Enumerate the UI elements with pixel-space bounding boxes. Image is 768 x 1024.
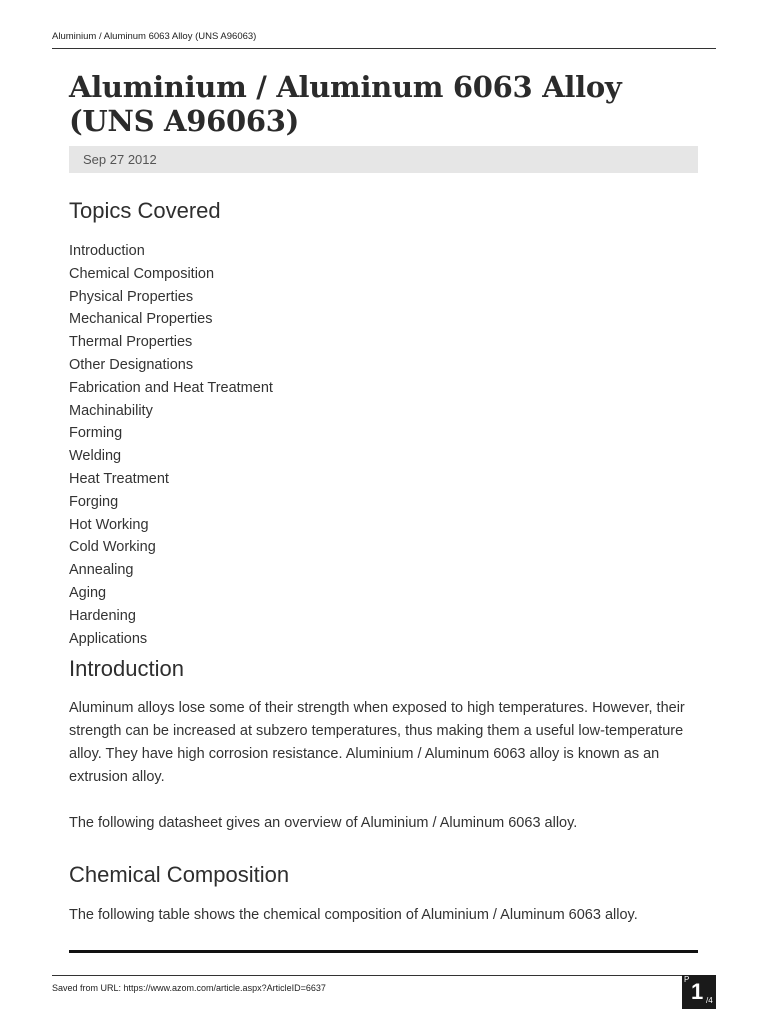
introduction-paragraph: The following datasheet gives an overview of Aluminium / Aluminum 6063 alloy. [69, 815, 578, 831]
topic-link-mechanical-properties[interactable]: Mechanical Properties [69, 311, 213, 328]
topic-link-cold-working[interactable]: Cold Working [69, 539, 156, 556]
publish-date: Sep 27 2012 [83, 152, 157, 167]
table-top-rule [69, 950, 698, 953]
header-divider [52, 48, 716, 49]
saved-from-url: Saved from URL: https://www.azom.com/article.aspx?ArticleID=6637 [52, 983, 326, 993]
chemical-composition-paragraph: The following table shows the chemical composition of Aluminium / Aluminum 6063 alloy. [69, 907, 638, 923]
page-number: 1 [691, 979, 704, 1004]
introduction-heading: Introduction [69, 656, 184, 681]
topic-link-heat-treatment[interactable]: Heat Treatment [69, 470, 169, 487]
topic-link-thermal-properties[interactable]: Thermal Properties [69, 334, 193, 351]
page-total: /4 [706, 996, 713, 1005]
topic-link-hardening[interactable]: Hardening [69, 607, 136, 624]
footer-divider [52, 975, 716, 976]
topic-link-chemical-composition[interactable]: Chemical Composition [69, 265, 215, 282]
topic-link-machinability[interactable]: Machinability [69, 402, 153, 419]
chemical-composition-heading: Chemical Composition [69, 862, 290, 887]
topic-link-aging[interactable]: Aging [69, 584, 107, 601]
introduction-paragraph: Aluminum alloys lose some of their strength when exposed to high temperatures. However, their strength can be increased at subzero temperatures, thus making them a useful low-temperature alloy. They have high corrosion resistance. Aluminium / Aluminum 6063 alloy is known as an extrusion alloy. [69, 700, 685, 785]
topic-link-welding[interactable]: Welding [69, 448, 122, 465]
topic-link-forging[interactable]: Forging [69, 493, 119, 510]
topics-heading: Topics Covered [69, 198, 221, 223]
topic-link-annealing[interactable]: Annealing [69, 562, 134, 579]
topic-link-forming[interactable]: Forming [69, 425, 123, 442]
page-prefix: P [684, 975, 690, 984]
article-title: Aluminium / Aluminum 6063 Alloy (UNS A96063) [69, 70, 622, 138]
topic-link-fabrication-heat-treatment[interactable]: Fabrication and Heat Treatment [69, 379, 273, 396]
topic-link-applications[interactable]: Applications [69, 630, 148, 647]
running-header-title: Aluminium / Aluminum 6063 Alloy (UNS A96063) [52, 31, 257, 42]
topic-link-introduction[interactable]: Introduction [69, 243, 145, 259]
topics-list [69, 240, 273, 650]
topic-link-other-designations[interactable]: Other Designations [69, 356, 194, 373]
topic-link-hot-working[interactable]: Hot Working [69, 516, 149, 533]
topic-link-physical-properties[interactable]: Physical Properties [69, 288, 194, 305]
page-indicator [682, 975, 716, 1009]
date-bar [69, 146, 698, 173]
